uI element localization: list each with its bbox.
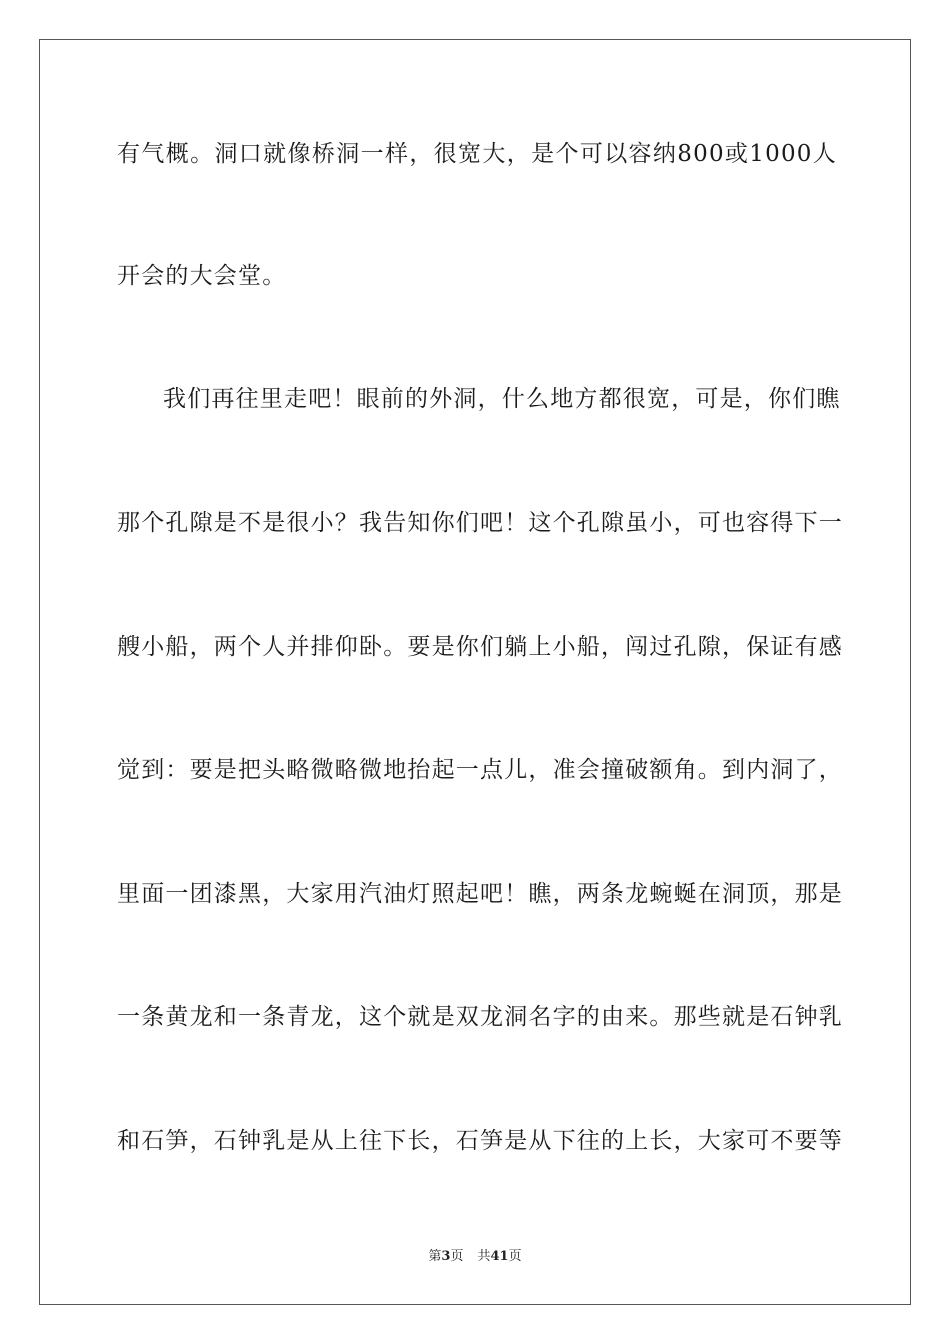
footer-total-prefix: 共 [477,1249,491,1264]
footer-page-prefix: 第 [428,1249,442,1264]
footer-page-suffix: 页 [450,1249,464,1264]
body-text-line-5: 艘小船，两个人并排仰卧。要是你们躺上小船，闯过孔隙，保证有感 [117,634,843,660]
page-border [39,39,911,1305]
body-text-line-3: 我们再往里走吧！眼前的外洞，什么地方都很宽，可是，你们瞧 [163,386,841,412]
body-text-line-7: 里面一团漆黑，大家用汽油灯照起吧！瞧，两条龙蜿蜒在洞顶，那是 [117,881,843,907]
body-text-line-1: 有气概。洞口就像桥洞一样，很宽大，是个可以容纳800或1000人 [117,141,837,167]
page-footer [0,1248,950,1266]
footer-total-pages: 41 [490,1249,509,1264]
footer-page-number: 3 [441,1249,451,1264]
body-text-line-9: 和石笋，石钟乳是从上往下长，石笋是从下往的上长，大家可不要等 [117,1128,843,1154]
footer-total-suffix: 页 [508,1249,522,1264]
body-text-line-4: 那个孔隙是不是很小？我告知你们吧！这个孔隙虽小，可也容得下一 [117,510,843,536]
body-text-line-2: 开会的大会堂。 [117,263,287,289]
body-text-line-8: 一条黄龙和一条青龙，这个就是双龙洞名字的由来。那些就是石钟乳 [117,1004,843,1030]
body-text-line-6: 觉到：要是把头略微略微地抬起一点儿，准会撞破额角。到内洞了， [117,757,843,783]
